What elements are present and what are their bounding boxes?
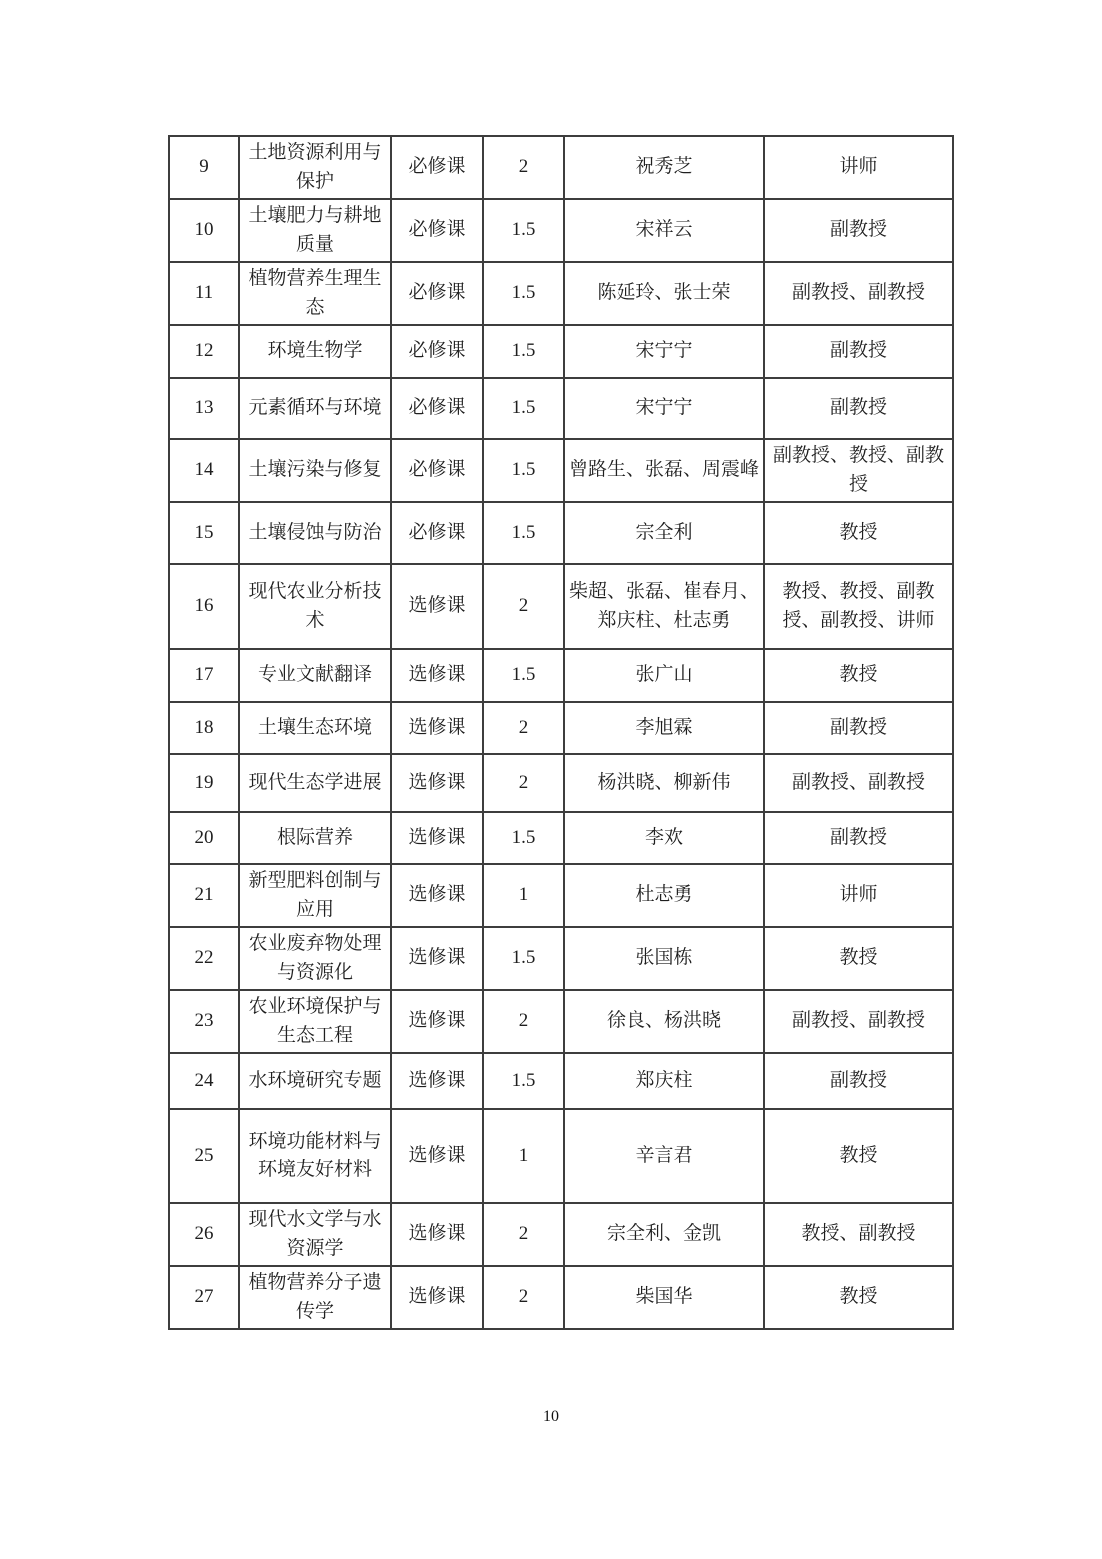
cell-course-name: 现代水文学与水资源学 (239, 1203, 391, 1266)
table-row (169, 325, 953, 378)
cell-course-name: 现代农业分析技术 (239, 564, 391, 649)
cell-course-type: 选修课 (391, 812, 483, 864)
cell-course-name: 根际营养 (239, 812, 391, 864)
cell-instructors: 曾路生、张磊、周震峰 (564, 439, 764, 502)
cell-number: 21 (169, 864, 239, 927)
table-row (169, 1053, 953, 1109)
table-row (169, 199, 953, 262)
cell-instructors: 郑庆柱 (564, 1053, 764, 1109)
cell-instructors: 宗全利 (564, 502, 764, 564)
cell-credits: 2 (483, 136, 564, 199)
cell-course-name: 植物营养生理生态 (239, 262, 391, 325)
cell-titles: 副教授 (764, 812, 953, 864)
cell-instructors: 李欢 (564, 812, 764, 864)
cell-number: 22 (169, 927, 239, 990)
cell-number: 10 (169, 199, 239, 262)
cell-number: 15 (169, 502, 239, 564)
cell-course-name: 植物营养分子遗传学 (239, 1266, 391, 1329)
cell-number: 24 (169, 1053, 239, 1109)
table-row (169, 564, 953, 649)
cell-course-type: 选修课 (391, 1266, 483, 1329)
cell-instructors: 宗全利、金凯 (564, 1203, 764, 1266)
cell-number: 13 (169, 378, 239, 439)
cell-number: 19 (169, 754, 239, 812)
cell-course-name: 现代生态学进展 (239, 754, 391, 812)
cell-credits: 2 (483, 564, 564, 649)
cell-credits: 1.5 (483, 199, 564, 262)
cell-number: 25 (169, 1109, 239, 1203)
cell-credits: 1.5 (483, 439, 564, 502)
cell-credits: 2 (483, 754, 564, 812)
table-row (169, 439, 953, 502)
table-row (169, 754, 953, 812)
cell-course-name: 水环境研究专题 (239, 1053, 391, 1109)
cell-number: 18 (169, 702, 239, 754)
table-row (169, 136, 953, 199)
cell-credits: 2 (483, 990, 564, 1053)
cell-titles: 教授 (764, 649, 953, 702)
table-row (169, 927, 953, 990)
cell-titles: 副教授、副教授 (764, 262, 953, 325)
cell-titles: 副教授 (764, 378, 953, 439)
cell-titles: 讲师 (764, 136, 953, 199)
cell-course-name: 土壤肥力与耕地质量 (239, 199, 391, 262)
table-row (169, 702, 953, 754)
cell-course-type: 选修课 (391, 754, 483, 812)
cell-credits: 1.5 (483, 1053, 564, 1109)
cell-titles: 教授 (764, 502, 953, 564)
cell-credits: 2 (483, 1203, 564, 1266)
cell-credits: 2 (483, 1266, 564, 1329)
cell-number: 14 (169, 439, 239, 502)
cell-credits: 2 (483, 702, 564, 754)
cell-course-name: 环境生物学 (239, 325, 391, 378)
cell-instructors: 柴国华 (564, 1266, 764, 1329)
cell-course-name: 土壤污染与修复 (239, 439, 391, 502)
course-table (168, 135, 954, 1330)
cell-titles: 副教授、副教授 (764, 754, 953, 812)
table-row (169, 1203, 953, 1266)
cell-number: 20 (169, 812, 239, 864)
cell-titles: 副教授 (764, 325, 953, 378)
cell-course-name: 土壤侵蚀与防治 (239, 502, 391, 564)
cell-course-name: 农业废弃物处理与资源化 (239, 927, 391, 990)
cell-course-type: 必修课 (391, 325, 483, 378)
cell-course-type: 选修课 (391, 1203, 483, 1266)
table-row (169, 864, 953, 927)
cell-instructors: 宋宁宁 (564, 325, 764, 378)
cell-titles: 教授 (764, 927, 953, 990)
cell-course-name: 环境功能材料与环境友好材料 (239, 1109, 391, 1203)
cell-number: 23 (169, 990, 239, 1053)
cell-titles: 讲师 (764, 864, 953, 927)
cell-instructors: 徐良、杨洪晓 (564, 990, 764, 1053)
cell-number: 12 (169, 325, 239, 378)
cell-instructors: 李旭霖 (564, 702, 764, 754)
cell-course-name: 元素循环与环境 (239, 378, 391, 439)
cell-instructors: 杜志勇 (564, 864, 764, 927)
cell-course-type: 必修课 (391, 439, 483, 502)
cell-instructors: 张广山 (564, 649, 764, 702)
cell-number: 26 (169, 1203, 239, 1266)
cell-credits: 1.5 (483, 812, 564, 864)
cell-course-type: 选修课 (391, 1109, 483, 1203)
table-row (169, 502, 953, 564)
cell-credits: 1 (483, 864, 564, 927)
cell-titles: 副教授 (764, 1053, 953, 1109)
cell-number: 17 (169, 649, 239, 702)
cell-course-type: 必修课 (391, 502, 483, 564)
table-row (169, 1109, 953, 1203)
cell-credits: 1.5 (483, 262, 564, 325)
cell-credits: 1.5 (483, 378, 564, 439)
cell-instructors: 柴超、张磊、崔春月、郑庆柱、杜志勇 (564, 564, 764, 649)
cell-credits: 1.5 (483, 325, 564, 378)
cell-instructors: 张国栋 (564, 927, 764, 990)
table-row (169, 1266, 953, 1329)
cell-instructors: 杨洪晓、柳新伟 (564, 754, 764, 812)
cell-course-name: 土地资源利用与保护 (239, 136, 391, 199)
cell-number: 9 (169, 136, 239, 199)
cell-course-name: 新型肥料创制与应用 (239, 864, 391, 927)
cell-course-name: 农业环境保护与生态工程 (239, 990, 391, 1053)
course-table-body (169, 136, 953, 1329)
table-row (169, 812, 953, 864)
cell-titles: 教授 (764, 1109, 953, 1203)
cell-number: 11 (169, 262, 239, 325)
cell-titles: 教授、教授、副教授、副教授、讲师 (764, 564, 953, 649)
cell-course-type: 选修课 (391, 649, 483, 702)
cell-course-type: 选修课 (391, 564, 483, 649)
cell-instructors: 辛言君 (564, 1109, 764, 1203)
cell-course-type: 选修课 (391, 1053, 483, 1109)
table-row (169, 262, 953, 325)
cell-titles: 副教授 (764, 702, 953, 754)
table-row (169, 649, 953, 702)
cell-course-type: 选修课 (391, 927, 483, 990)
cell-course-type: 必修课 (391, 136, 483, 199)
cell-titles: 教授 (764, 1266, 953, 1329)
cell-instructors: 陈延玲、张士荣 (564, 262, 764, 325)
cell-titles: 副教授、副教授 (764, 990, 953, 1053)
cell-course-type: 选修课 (391, 864, 483, 927)
cell-credits: 1.5 (483, 649, 564, 702)
cell-course-type: 必修课 (391, 199, 483, 262)
cell-credits: 1 (483, 1109, 564, 1203)
cell-instructors: 祝秀芝 (564, 136, 764, 199)
cell-credits: 1.5 (483, 502, 564, 564)
cell-instructors: 宋祥云 (564, 199, 764, 262)
cell-course-type: 选修课 (391, 702, 483, 754)
cell-credits: 1.5 (483, 927, 564, 990)
table-row (169, 990, 953, 1053)
cell-course-type: 必修课 (391, 262, 483, 325)
cell-course-type: 必修课 (391, 378, 483, 439)
table-row (169, 378, 953, 439)
cell-instructors: 宋宁宁 (564, 378, 764, 439)
cell-titles: 副教授、教授、副教授 (764, 439, 953, 502)
cell-number: 16 (169, 564, 239, 649)
cell-course-name: 土壤生态环境 (239, 702, 391, 754)
cell-course-type: 选修课 (391, 990, 483, 1053)
cell-course-name: 专业文献翻译 (239, 649, 391, 702)
cell-number: 27 (169, 1266, 239, 1329)
page-number: 10 (543, 1408, 559, 1425)
cell-titles: 教授、副教授 (764, 1203, 953, 1266)
cell-titles: 副教授 (764, 199, 953, 262)
